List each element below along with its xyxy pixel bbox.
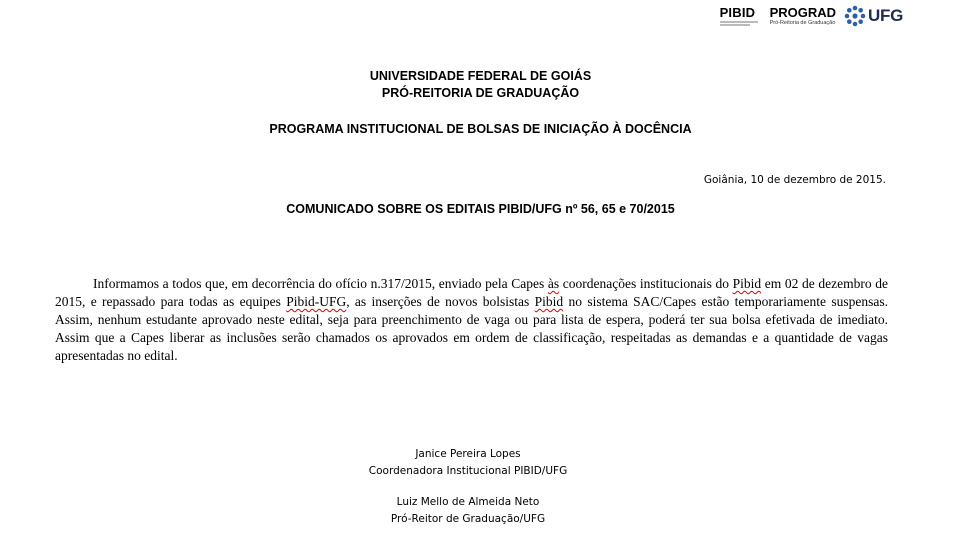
ufg-logo [844, 5, 903, 27]
body-text-spellcheck: Pibid-UFG [286, 294, 347, 309]
body-text-segment: no sistema SAC/Capes estão temporariamente suspensas. Assim, nenhum estudante aprovado neste edital, seja para preenchimento de vaga ou para lista de espera, poderá ter sua bolsa efetivada de imediato. Assim que a Capes liberar as inclusões serão chamados os aprovados em ordem de classificação, respeitadas as demandas e a quantidade de vagas apresentadas no edital. [55, 294, 888, 363]
announcement-body [55, 275, 888, 365]
pibid-logo-fineprint [720, 21, 758, 23]
university-name: UNIVERSIDADE FEDERAL DE GOIÁS [369, 69, 592, 83]
pro-rectory-name: PRÓ-REITORIA DE GRADUAÇÃO [381, 86, 580, 100]
body-text-segment: , as inserções de novos bolsistas [346, 294, 535, 309]
signatory-role: Pró-Reitor de Graduação/UFG [390, 513, 546, 525]
prograd-logo [770, 6, 836, 27]
signature-block [0, 446, 936, 480]
signatory-role: Coordenadora Institucional PIBID/UFG [368, 465, 568, 477]
body-text-spellcheck: às [547, 276, 560, 291]
pibid-logo [720, 6, 758, 26]
signature-block [0, 494, 936, 528]
ufg-dots-icon [844, 5, 866, 27]
prograd-logo-subtitle: Pró-Reitoria de Graduação [769, 19, 836, 26]
signatory-name: Luiz Mello de Almeida Neto [396, 496, 540, 508]
header-logos [720, 3, 903, 29]
document-date: Goiânia, 10 de dezembro de 2015. [703, 174, 886, 186]
pibid-logo-text: PIBID [719, 5, 756, 20]
body-text-spellcheck: Pibid [732, 276, 762, 291]
body-text-segment: em 02 de dezembro de 2015, e repassado para todas as equipes [55, 276, 888, 309]
signatory-name: Janice Pereira Lopes [415, 448, 521, 460]
program-title: PROGRAMA INSTITUCIONAL DE BOLSAS DE INICIAÇÃO À DOCÊNCIA [269, 122, 692, 136]
ufg-logo-text: UFG [868, 6, 903, 25]
pibid-logo-fineprint [720, 24, 750, 26]
body-text-spellcheck: Pibid [534, 294, 564, 309]
document-subject: COMUNICADO SOBRE OS EDITAIS PIBID/UFG nº 56, 65 e 70/2015 [286, 202, 675, 216]
body-text-segment: coordenações institucionais do [559, 276, 733, 291]
body-text-segment: Informamos a todos que, em decorrência do ofício n.317/2015, enviado pela Capes [93, 276, 548, 291]
prograd-logo-text: PROGRAD [769, 4, 837, 20]
